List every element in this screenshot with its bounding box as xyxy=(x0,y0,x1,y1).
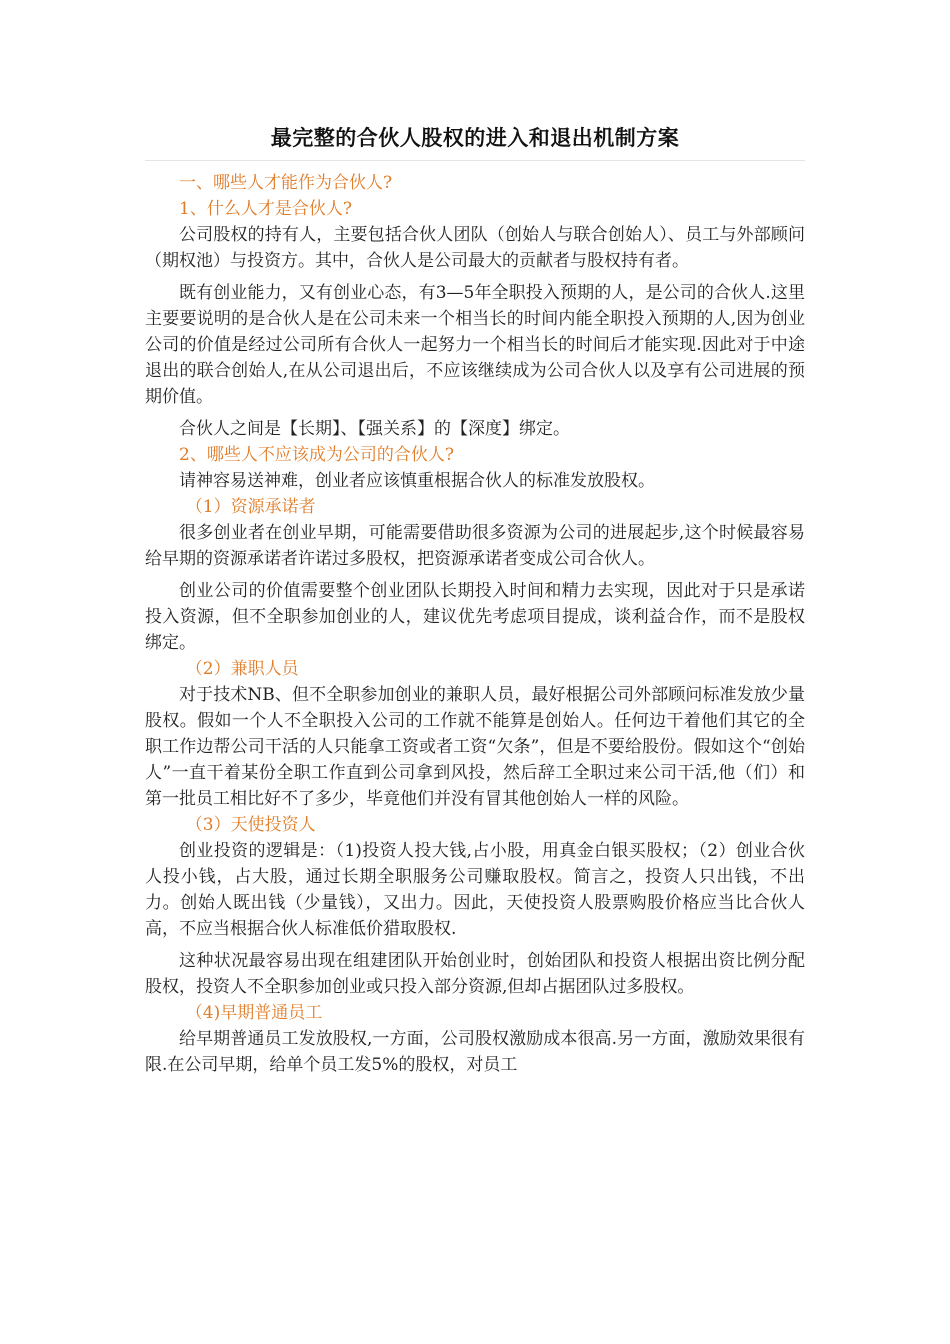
paragraph-7: 对于技术NB、但不全职参加创业的兼职人员，最好根据公司外部顾问标准发放少量股权。假如一个人不全职投入公司的工作就不能算是创始人。任何边干着他们其它的全职工作边帮公司干活的人只能拿工资或者工资“欠条”，但是不要给股份。假如这个“创始人”一直干着某份全职工作直到公司拿到风投，然后辞工全职过来公司干活,他（们）和第一批员工相比好不了多少，毕竟他们并没有冒其他创始人一样的风险。 xyxy=(145,685,805,809)
paragraph-1: 公司股权的持有人，主要包括合伙人团队（创始人与联合创始人）、员工与外部顾问（期权池）与投资方。其中，合伙人是公司最大的贡献者与股权持有者。 xyxy=(145,225,805,271)
paragraph-3: 合伙人之间是【长期】、【强关系】的【深度】绑定。 xyxy=(179,419,570,439)
document-body xyxy=(145,170,805,1078)
paragraph-9: 这种状况最容易出现在组建团队开始创业时，创始团队和投资人根据出资比例分配股权，投资人不全职参加创业或只投入部分资源,但却占据团队过多股权。 xyxy=(145,951,805,997)
paragraph-6: 创业公司的价值需要整个创业团队长期投入时间和精力去实现，因此对于只是承诺投入资源，但不全职参加创业的人，建议优先考虑项目提成，谈利益合作，而不是股权绑定。 xyxy=(145,581,805,653)
question-heading-1: 1、什么人才是合伙人? xyxy=(179,199,352,219)
paragraph-5: 很多创业者在创业早期，可能需要借助很多资源为公司的进展起步,这个时候最容易给早期的资源承诺者许诺过多股权，把资源承诺者变成公司合伙人。 xyxy=(145,523,805,569)
section-heading: 一、哪些人才能作为合伙人? xyxy=(179,173,393,193)
document-title: 最完整的合伙人股权的进入和退出机制方案 xyxy=(270,126,680,150)
title-divider xyxy=(145,160,805,161)
paragraph-10: 给早期普通员工发放股权,一方面，公司股权激励成本很高.另一方面，激励效果很有限.在公司早期，给单个员工发5%的股权，对员工 xyxy=(145,1029,805,1075)
paragraph-2: 既有创业能力，又有创业心态，有3—5年全职投入预期的人，是公司的合伙人.这里主要要说明的是合伙人是在公司未来一个相当长的时间内能全职投入预期的人,因为创业公司的价值是经过公司所有合伙人一起努力一个相当长的时间后才能实现.因此对于中途退出的联合创始人,在从公司退出后，不应该继续成为公司合伙人以及享有公司进展的预期价值。 xyxy=(145,283,805,407)
paragraph-4: 请神容易送神难，创业者应该慎重根据合伙人的标准发放股权。 xyxy=(179,471,655,491)
subheading-angel-investor: （3）天使投资人 xyxy=(185,815,316,835)
subheading-early-employees: （4)早期普通员工 xyxy=(185,1003,323,1023)
subheading-part-time: （2）兼职人员 xyxy=(185,659,299,679)
question-heading-2: 2、哪些人不应该成为公司的合伙人? xyxy=(179,445,454,465)
subheading-resource-promiser: （1）资源承诺者 xyxy=(185,497,316,517)
paragraph-8: 创业投资的逻辑是：（1)投资人投大钱,占小股，用真金白银买股权；（2）创业合伙人投小钱，占大股，通过长期全职服务公司赚取股权。简言之，投资人只出钱，不出力。创始人既出钱（少量钱），又出力。因此，天使投资人股票购股价格应当比合伙人高，不应当根据合伙人标准低价猎取股权. xyxy=(145,841,805,939)
